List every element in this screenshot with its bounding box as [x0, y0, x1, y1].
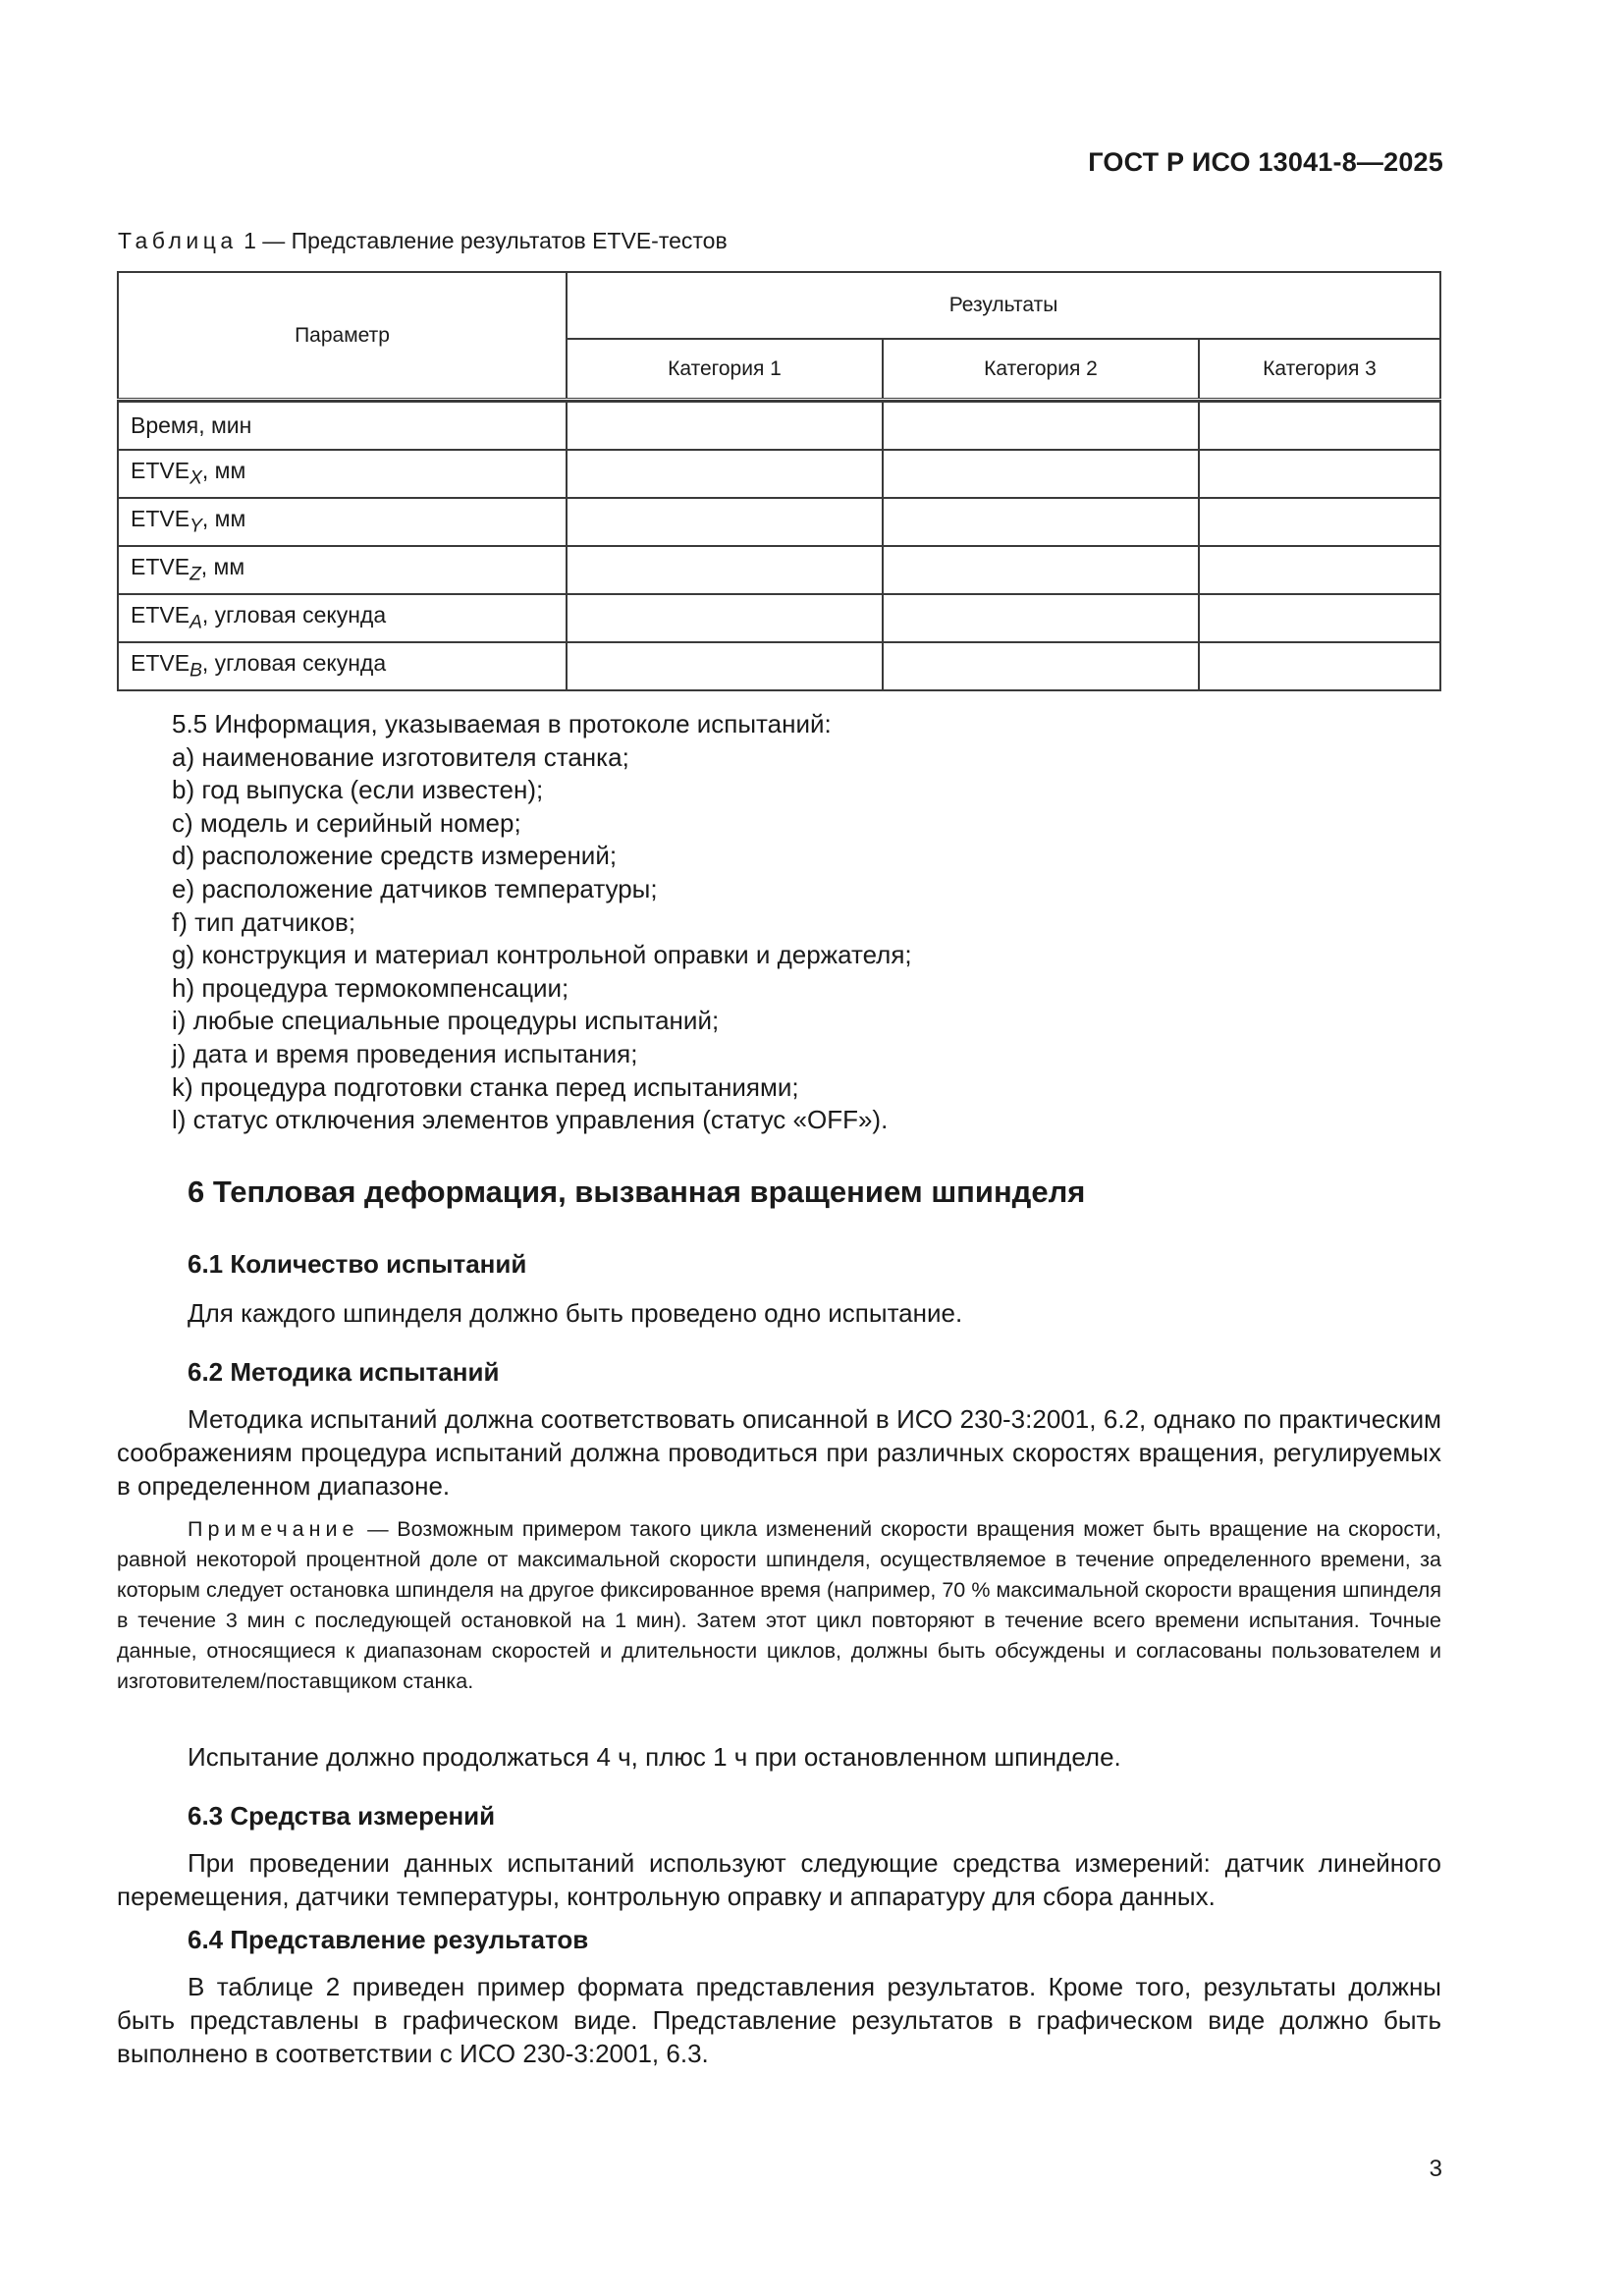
table-cell — [883, 402, 1199, 450]
note-text: — Возможным примером такого цикла изменений скорости вращения может быть вращение на скорости, равной некоторой процентной доле от максимальной скорости шпинделя, осуществляемое в течение определенного времени, за которым следует остановка шпинделя на другое фиксированное время (например, 70 % максимальной скорости вращения шпинделя в течение 3 мин с последующей остановкой на 1 мин). Затем этот цикл повторяют в течение всего времени испытания. Точные данные, относящиеся к диапазонам скоростей и длительности циклов, должны быть обсуждены и согласованы пользователем и изготовителем/поставщиком станка. — [117, 1517, 1441, 1693]
section-6-1-text: Для каждого шпинделя должно быть проведено одно испытание. — [188, 1298, 963, 1328]
list-item: f) тип датчиков; — [172, 906, 356, 937]
protocol-info-list — [172, 708, 912, 1137]
table-cell — [567, 402, 883, 450]
header-category-2: Категория 2 — [883, 339, 1199, 400]
table-cell — [1199, 450, 1440, 498]
table-row — [118, 594, 1440, 642]
table-caption — [118, 228, 728, 254]
table-cell — [1199, 546, 1440, 594]
note — [117, 1514, 1441, 1697]
section-6-2-heading: 6.2 Методика испытаний — [188, 1357, 500, 1387]
table-cell — [1199, 402, 1440, 450]
section-6-3-heading: 6.3 Средства измерений — [188, 1801, 496, 1831]
table-row — [118, 450, 1440, 498]
header-parameter: Параметр — [118, 272, 567, 400]
table-cell — [567, 546, 883, 594]
section-6-2-duration: Испытание должно продолжаться 4 ч, плюс 1 ч при остановленном шпинделе. — [188, 1742, 1121, 1772]
table-cell — [567, 594, 883, 642]
table-cell — [1199, 594, 1440, 642]
row-label: $ETVE_A$, угловая секунда — [118, 594, 567, 642]
table-row — [118, 402, 1440, 450]
section-6-4-heading: 6.4 Представление результатов — [188, 1925, 589, 1954]
header-category-1: Категория 1 — [567, 339, 883, 400]
page-number: 3 — [1429, 2156, 1442, 2182]
list-item: d) расположение средств измерений; — [172, 841, 618, 871]
row-label: $ETVE_X$, мм — [118, 450, 567, 498]
table-cell — [883, 642, 1199, 690]
list-item: j) дата и время проведения испытания; — [172, 1038, 638, 1068]
row-label: $ETVE_Y$, мм — [118, 498, 567, 546]
row-label: $ETVE_Z$, мм — [118, 546, 567, 594]
row-label: $ETVE_B$, угловая секунда — [118, 642, 567, 690]
header-category-3: Категория 3 — [1199, 339, 1440, 400]
table-cell — [883, 450, 1199, 498]
table-cell — [567, 498, 883, 546]
table-cell — [1199, 498, 1440, 546]
table-row — [118, 642, 1440, 690]
section-5-5-title: 5.5 Информация, указываемая в протоколе испытаний: — [172, 709, 832, 738]
list-item: b) год выпуска (если известен); — [172, 775, 544, 805]
results-table — [117, 271, 1441, 691]
list-item: g) конструкция и материал контрольной оправки и держателя; — [172, 940, 912, 970]
document-id: ГОСТ Р ИСО 13041-8—2025 — [1088, 147, 1443, 177]
list-item: l) статус отключения элементов управления (статус «OFF»). — [172, 1105, 889, 1135]
list-item: a) наименование изготовителя станка; — [172, 741, 629, 772]
header-results: Результаты — [567, 272, 1440, 339]
table-caption-title: 1 — Представление результатов ETVE-тестов — [243, 228, 728, 253]
list-item: h) процедура термокомпенсации; — [172, 972, 569, 1003]
table-caption-word: Таблица — [118, 228, 238, 253]
table-row — [118, 498, 1440, 546]
section-6-2-text: Методика испытаний должна соответствовать описанной в ИСО 230-3:2001, 6.2, однако по практическим соображениям процедура испытаний должна проводиться при различных скоростях вращения, регулируемых в определенном диапазоне. — [117, 1404, 1441, 1501]
note-word: Примечание — [188, 1517, 359, 1541]
row-label: Время, мин — [118, 402, 567, 450]
list-item: i) любые специальные процедуры испытаний; — [172, 1006, 720, 1036]
section-6-1-heading: 6.1 Количество испытаний — [188, 1249, 527, 1279]
table-row — [118, 546, 1440, 594]
section-6-heading: 6 Тепловая деформация, вызванная вращением шпинделя — [188, 1175, 1086, 1209]
table-cell — [883, 594, 1199, 642]
list-item: c) модель и серийный номер; — [172, 807, 521, 838]
section-6-3-text: При проведении данных испытаний используют следующие средства измерений: датчик линейного перемещения, датчики температуры, контрольную оправку и аппаратуру для сбора данных. — [117, 1848, 1441, 1911]
table-cell — [1199, 642, 1440, 690]
table-cell — [567, 450, 883, 498]
table-cell — [883, 498, 1199, 546]
list-item: e) расположение датчиков температуры; — [172, 873, 658, 903]
section-6-4-text: В таблице 2 приведен пример формата представления результатов. Кроме того, результаты должны быть представлены в графическом виде. Представление результатов в графическом виде должно быть выполнено в соответствии с ИСО 230-3:2001, 6.3. — [117, 1972, 1441, 2068]
table-cell — [883, 546, 1199, 594]
list-item: k) процедура подготовки станка перед испытаниями; — [172, 1071, 799, 1102]
table-cell — [567, 642, 883, 690]
